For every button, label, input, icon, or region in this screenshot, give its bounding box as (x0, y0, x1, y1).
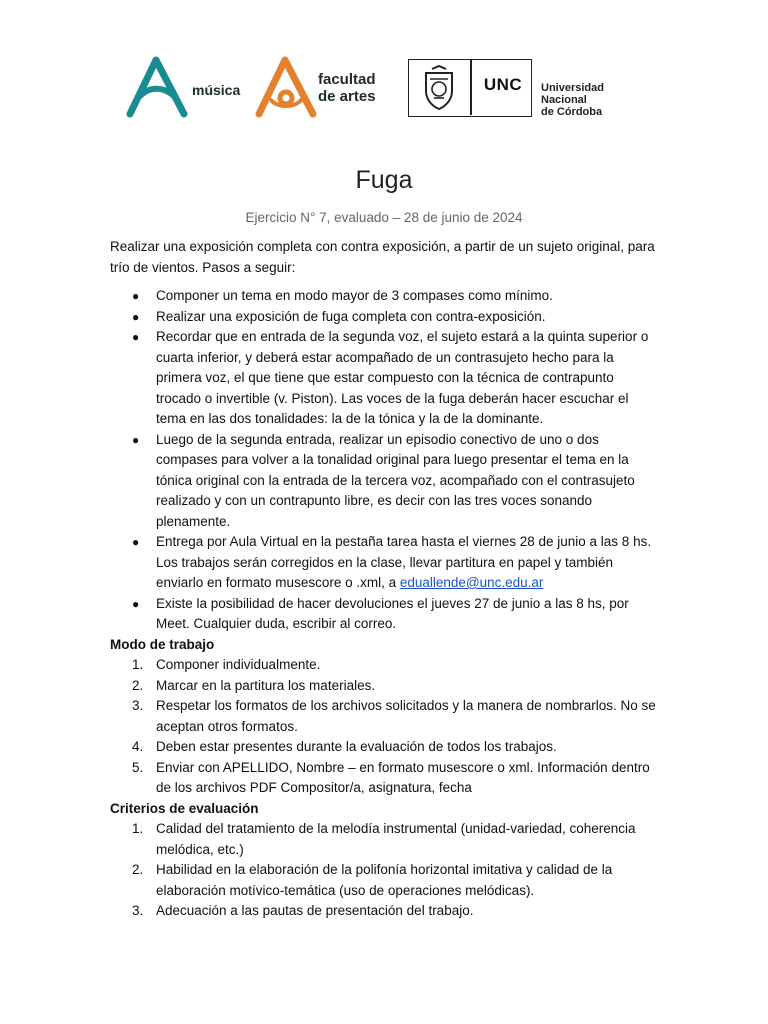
criterios-list (110, 819, 662, 922)
bullet-icon: ● (132, 432, 140, 447)
list-number: 4. (132, 739, 144, 754)
list-item (110, 901, 662, 922)
bullet-icon: ● (132, 535, 140, 549)
bullet-icon: ● (132, 330, 140, 344)
musica-a-icon (126, 56, 190, 118)
delivery-text: Entrega por Aula Virtual en la pestaña tarea hasta el viernes 28 de junio a las 8 hs. Los trabajos serán corregidos en la clase, llevar partitura en papel y también enviarlo en formato musescore o .xml, a (156, 534, 652, 590)
facultad-artes-logo (255, 56, 395, 122)
bullet-icon: ● (132, 309, 140, 324)
list-item-text: Componer un tema en modo mayor de 3 compases como mínimo. (156, 288, 553, 303)
list-item-text: Respetar los formatos de los archivos solicitados y la manera de nombrarlos. No se aceptan otros formatos. (156, 698, 656, 734)
artes-label (318, 71, 376, 105)
unc-name-line3: de Córdoba (541, 106, 603, 118)
list-number: 3. (132, 903, 144, 918)
list-item-text: Existe la posibilidad de hacer devoluciones el jueves 27 de junio a las 8 hs, por Meet. Cualquier duda, escribir al correo. (156, 595, 629, 631)
unc-name (541, 82, 604, 118)
list-item-text: Recordar que en entrada de la segunda voz, el sujeto estará a la quinta superior o cuarta inferior, y deberá estar acompañado de un contrasujeto hecho para la primera voz, el que tiene que estar compuesto con la técnica de contrapunto trocado o invertible (v. Piston). Las voces de la fuga deberán hacer escuchar el tema en las dos tonalidades: la de la tónica y la de la dominante. (156, 329, 649, 426)
list-number: 1. (132, 821, 144, 836)
steps-list (110, 286, 662, 635)
list-item-text: Luego de la segunda entrada, realizar un episodio conectivo de uno o dos compases para volver a la tonalidad original para luego presentar el tema en la tónica original con la entrada de la tercera voz, acompañado con el contrasujeto realizado y con un contrapunto libre, es decir con las tres voces sonando plenamente. (156, 431, 635, 529)
bullet-icon: ● (132, 289, 140, 303)
list-item (110, 737, 662, 758)
unc-abbr: UNC (483, 75, 523, 94)
list-number: 2. (132, 677, 144, 693)
list-item (110, 860, 662, 901)
musica-label: música (192, 82, 241, 98)
list-item (110, 307, 662, 328)
document-body (110, 237, 662, 922)
unc-name-line1: Universidad (541, 82, 604, 94)
list-item (110, 286, 662, 307)
page-subtitle: Ejercicio N° 7, evaluado – 28 de junio de 2024 (245, 210, 523, 225)
list-number: 2. (132, 862, 144, 877)
modo-heading: Modo de trabajo (110, 636, 215, 652)
modo-list (110, 655, 662, 799)
artes-label-line2: de artes (318, 88, 376, 105)
list-item (110, 532, 662, 594)
list-item (110, 758, 662, 799)
artes-a-icon (255, 56, 319, 118)
bullet-icon: ● (132, 596, 140, 611)
artes-label-line1: facultad (318, 71, 376, 88)
unc-seal-icon (420, 65, 458, 111)
list-item-text: Habilidad en la elaboración de la polifonía horizontal imitativa y calidad de la elaboración motívico-temática (uso de operaciones melódicas). (156, 862, 613, 898)
list-item (110, 430, 662, 533)
list-item-text: Componer individualmente. (156, 657, 321, 672)
list-item-text: Deben estar presentes durante la evaluación de todos los trabajos. (156, 739, 557, 754)
list-item (110, 819, 662, 860)
list-number: 1. (132, 657, 144, 672)
list-item (110, 327, 662, 430)
list-item (110, 676, 662, 697)
unc-divider (470, 59, 472, 115)
list-item (110, 594, 662, 635)
unc-name-line2: Nacional (541, 94, 587, 106)
intro-paragraph: Realizar una exposición completa con contra exposición, a partir de un sujeto original, para trío de vientos. Pasos a seguir: (110, 239, 655, 275)
list-item (110, 696, 662, 737)
email-link[interactable]: eduallende@unc.edu.ar (399, 575, 544, 590)
list-number: 5. (132, 759, 144, 775)
list-item-text: Marcar en la partitura los materiales. (156, 677, 376, 693)
list-item-text: Realizar una exposición de fuga completa con contra-exposición. (156, 308, 546, 324)
list-item-text: Calidad del tratamiento de la melodía instrumental (unidad-variedad, coherencia melódica, etc.) (156, 821, 636, 857)
list-item (110, 655, 662, 676)
criterios-heading: Criterios de evaluación (110, 800, 259, 816)
page-title: Fuga (355, 166, 413, 194)
list-number: 3. (132, 698, 144, 713)
musica-logo (126, 56, 246, 122)
list-item-text: Adecuación a las pautas de presentación del trabajo. (156, 903, 474, 918)
header-logos (0, 56, 768, 126)
unc-logo (408, 59, 608, 119)
list-item-text: Enviar con APELLIDO, Nombre – en formato musescore o xml. Información dentro de los archivos PDF Compositor/a, asignatura, fecha (156, 759, 650, 795)
